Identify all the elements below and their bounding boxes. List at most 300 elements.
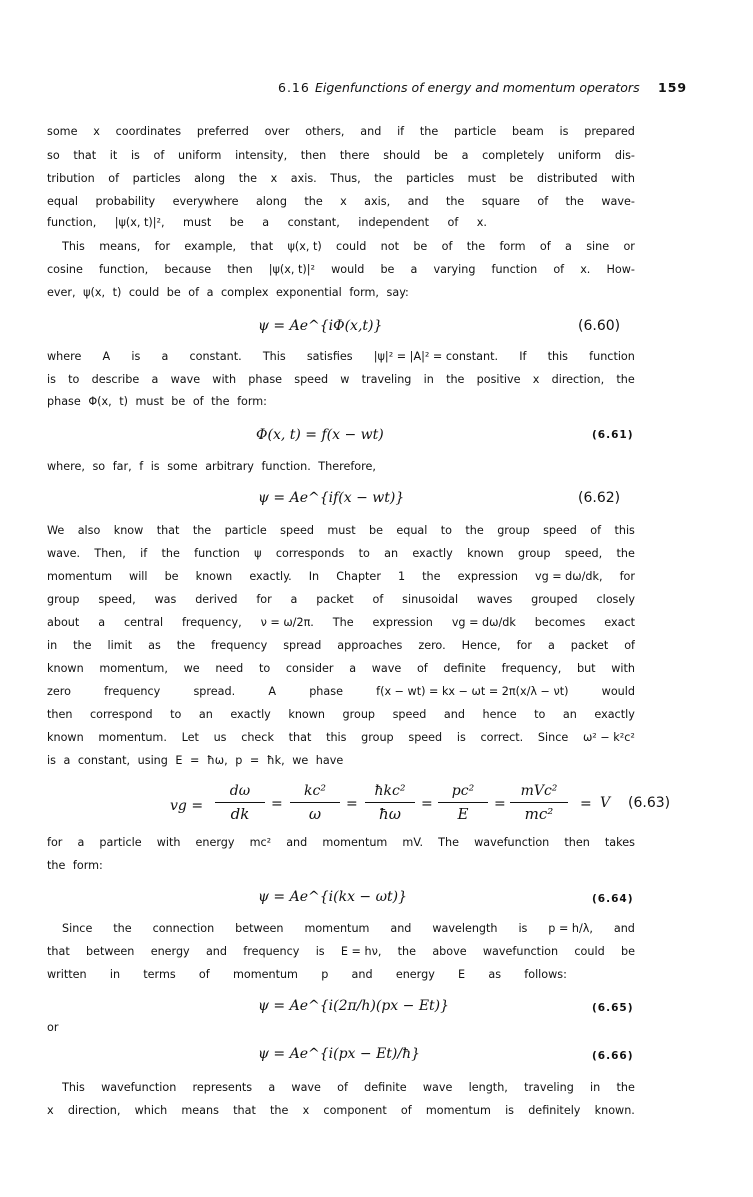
word: frequency,: [181, 616, 242, 629]
word: of: [624, 639, 635, 652]
word: group: [497, 524, 530, 537]
word: the: [446, 373, 465, 386]
word: be: [380, 263, 395, 276]
word: be: [164, 570, 179, 583]
word: be: [433, 149, 448, 162]
word: which: [134, 1104, 168, 1117]
word: energy: [150, 945, 190, 958]
word: momentum: [232, 968, 298, 981]
word: of: [447, 216, 459, 229]
word: function: [589, 350, 635, 363]
word: along: [194, 172, 226, 185]
word: becomes: [534, 616, 586, 629]
text-line: [47, 964, 567, 986]
word: w: [340, 373, 350, 386]
word: particle: [454, 125, 497, 138]
word: or: [623, 240, 635, 253]
word: In: [308, 570, 320, 583]
word: the: [616, 547, 635, 560]
word: direction,: [67, 1104, 121, 1117]
word: cosine: [47, 263, 83, 276]
word: the: [113, 922, 132, 935]
word: equal: [396, 524, 428, 537]
equals-sign: =: [580, 796, 592, 812]
word: speed: [294, 373, 329, 386]
word: written: [47, 968, 87, 981]
word: speed,: [98, 593, 136, 606]
text-line: the form:: [47, 859, 103, 872]
word: correct.: [480, 731, 524, 744]
word: is: [47, 373, 56, 386]
word: be: [368, 524, 383, 537]
equation-6-61: Φ(x, t) = f(x − wt): [256, 427, 384, 443]
word: The: [438, 836, 459, 849]
word: derived: [195, 593, 238, 606]
word: speed: [392, 708, 427, 721]
word: is: [131, 350, 141, 363]
word: closely: [596, 593, 635, 606]
word: to: [440, 524, 453, 537]
word: uniform: [178, 149, 222, 162]
word: preferred: [196, 125, 249, 138]
word: momentum: [47, 570, 112, 583]
equation-number: (6.64): [592, 893, 634, 905]
word: need: [215, 662, 244, 675]
word: if: [397, 125, 405, 138]
word: then: [47, 708, 73, 721]
text-line: [62, 1077, 635, 1099]
word: A: [102, 350, 111, 363]
word: wave.: [47, 547, 81, 560]
word: in: [47, 639, 58, 652]
word: approaches: [337, 639, 403, 652]
word: we: [183, 662, 200, 675]
word: central: [123, 616, 164, 629]
word: could: [336, 240, 367, 253]
word: to: [68, 373, 80, 386]
text-line: where, so far, f is some arbitrary function. Therefore,: [47, 460, 376, 473]
text-line: [47, 520, 635, 542]
equation-number: (6.65): [592, 1002, 634, 1014]
word: wave: [371, 662, 402, 675]
word: some: [47, 125, 78, 138]
word: grouped: [531, 593, 578, 606]
word: wavelength: [432, 922, 498, 935]
word: a: [161, 350, 169, 363]
word: Thus,: [330, 172, 361, 185]
word: particles: [406, 172, 455, 185]
word: a: [151, 373, 159, 386]
word: to: [534, 708, 546, 721]
word: Chapter: [336, 570, 381, 583]
word: wavefunction: [474, 836, 550, 849]
word: connection: [152, 922, 215, 935]
word: is: [559, 125, 569, 138]
word: known: [195, 570, 233, 583]
text-line: [47, 727, 635, 749]
word: phase: [248, 373, 283, 386]
word: is: [456, 731, 466, 744]
word: then: [227, 263, 253, 276]
word: this: [547, 350, 569, 363]
word: and: [390, 922, 412, 935]
word: momentum: [425, 1104, 491, 1117]
word: and: [351, 968, 373, 981]
word: must: [467, 172, 496, 185]
word: a: [565, 240, 572, 253]
word: the: [192, 524, 212, 537]
word: frequency,: [501, 662, 562, 675]
word: packet: [570, 639, 609, 652]
word: frequency: [243, 945, 300, 958]
word: and: [443, 708, 465, 721]
text-line: [47, 832, 635, 854]
word: wave: [170, 373, 201, 386]
word: known: [47, 731, 84, 744]
word: particles: [132, 172, 181, 185]
word: varying: [433, 263, 476, 276]
word: phase: [309, 685, 343, 698]
word: x: [532, 373, 540, 386]
word: This: [62, 1081, 85, 1094]
word: an: [384, 547, 399, 560]
word: expression: [372, 616, 433, 629]
word: mV.: [402, 836, 424, 849]
text-line: [47, 369, 635, 391]
fraction: ħkc² ħω: [365, 780, 415, 825]
word: group: [47, 593, 80, 606]
word: that: [233, 1104, 256, 1117]
word: momentum: [322, 836, 388, 849]
word: If: [519, 350, 527, 363]
word: Then,: [94, 547, 126, 560]
word: spread: [283, 639, 322, 652]
word: that: [47, 945, 70, 958]
word: momentum,: [99, 662, 168, 675]
text-line: ever, ψ(x, t) could be of a complex exponential form, say:: [47, 286, 409, 299]
text-line: [47, 168, 635, 190]
word: wavefunction: [101, 1081, 177, 1094]
word: exactly: [412, 547, 453, 560]
word: an: [562, 708, 577, 721]
word: constant,: [287, 216, 340, 229]
word: also: [77, 524, 101, 537]
word: as: [148, 639, 161, 652]
word: be: [413, 240, 428, 253]
word: of: [441, 240, 453, 253]
word: x.: [476, 216, 487, 229]
running-header: [250, 80, 690, 100]
word: the: [446, 195, 465, 208]
text-line: [47, 681, 635, 703]
word: This: [262, 350, 286, 363]
word: others,: [305, 125, 345, 138]
word: a: [290, 593, 298, 606]
equation-6-60: ψ = Ae^{iΦ(x,t)}: [258, 318, 383, 334]
text-line: [47, 635, 635, 657]
word: to: [358, 547, 370, 560]
word: as: [488, 968, 502, 981]
equals-sign: =: [494, 796, 506, 812]
word: a: [410, 263, 418, 276]
word: Since: [62, 922, 93, 935]
word: consider: [285, 662, 334, 675]
word: momentum.: [98, 731, 167, 744]
word: energy: [395, 968, 435, 981]
word: the: [270, 1104, 289, 1117]
word: intensity,: [235, 149, 288, 162]
word: exactly: [230, 708, 271, 721]
text-line: phase Φ(x, t) must be of the form:: [47, 395, 267, 408]
word: mc²: [249, 836, 272, 849]
word: a: [77, 836, 85, 849]
word: definite: [364, 1081, 407, 1094]
text-line: [47, 212, 487, 234]
word: |ψ|² = |A|² = constant.: [373, 350, 499, 363]
word: the: [466, 240, 486, 253]
word: describe: [91, 373, 140, 386]
fraction: $\frac{\text{kc²}}{\omega}$: [290, 780, 340, 825]
text-line: [47, 566, 635, 588]
text-line: [47, 121, 635, 143]
word: A: [268, 685, 276, 698]
word: in: [590, 1081, 601, 1094]
word: The: [332, 616, 354, 629]
word: the: [238, 172, 258, 185]
word: p: [321, 968, 329, 981]
word: sine: [586, 240, 610, 253]
word: of: [153, 149, 165, 162]
equation-6-62: ψ = Ae^{if(x − wt)}: [258, 490, 405, 506]
word: length,: [468, 1081, 508, 1094]
word: traveling: [524, 1081, 574, 1094]
word: speed,: [564, 547, 603, 560]
word: 1: [397, 570, 406, 583]
word: axis,: [364, 195, 391, 208]
word: traveling: [361, 373, 412, 386]
word: the: [565, 195, 584, 208]
word: then: [300, 149, 327, 162]
word: of: [198, 968, 210, 981]
word: the: [161, 547, 180, 560]
word: E = hν,: [340, 945, 382, 958]
word: vg = dω/dk: [451, 616, 516, 629]
word: coordinates: [115, 125, 182, 138]
text-line: [62, 918, 635, 940]
word: zero.: [418, 639, 446, 652]
word: is: [518, 922, 528, 935]
word: completely: [482, 149, 545, 162]
word: How-: [606, 263, 635, 276]
word: Let: [181, 731, 199, 744]
word: not: [380, 240, 399, 253]
equation-lhs: vg =: [170, 798, 204, 814]
word: wave: [291, 1081, 321, 1094]
word: vg = dω/dk,: [534, 570, 603, 583]
word: that: [156, 524, 180, 537]
word: will: [129, 570, 148, 583]
text-line: [47, 259, 635, 281]
word: We: [47, 524, 65, 537]
word: group: [342, 708, 376, 721]
fraction: $\frac{\text{pc²}}{E}$: [438, 780, 488, 825]
page-number: 159: [658, 80, 688, 95]
word: the: [397, 945, 417, 958]
text-line: [47, 145, 635, 167]
word: be: [509, 172, 524, 185]
text-line: [47, 191, 635, 213]
word: group: [361, 731, 394, 744]
word: frequency: [104, 685, 161, 698]
text-line: [47, 1100, 635, 1122]
word: be: [620, 945, 635, 958]
word: an: [198, 708, 213, 721]
word: |ψ(x, t)|²,: [114, 216, 165, 229]
word: probability: [95, 195, 156, 208]
fraction: $\frac{d\omega}{dk}$: [215, 780, 265, 825]
word: group: [518, 547, 551, 560]
word: ψ(x, t): [287, 240, 322, 253]
word: known: [467, 547, 504, 560]
word: spread.: [193, 685, 236, 698]
word: terms: [143, 968, 176, 981]
word: p = h/λ,: [548, 922, 593, 935]
word: function: [491, 263, 538, 276]
word: ψ: [254, 547, 262, 560]
word: example,: [184, 240, 237, 253]
equation-number: (6.66): [592, 1050, 634, 1062]
equals-sign: =: [346, 796, 358, 812]
word: of: [537, 195, 549, 208]
word: ν = ω/2π.: [260, 616, 314, 629]
word: that: [73, 149, 97, 162]
word: f(x − wt) = kx − ωt = 2π(x/λ − νt): [376, 685, 569, 698]
word: limit: [107, 639, 133, 652]
word: us: [213, 731, 227, 744]
word: of: [400, 1104, 412, 1117]
word: definite: [443, 662, 486, 675]
text-line: [47, 589, 635, 611]
word: prepared: [584, 125, 635, 138]
word: satisfies: [306, 350, 353, 363]
word: the: [616, 373, 635, 386]
word: be: [229, 216, 244, 229]
word: should: [383, 149, 421, 162]
word: means,: [99, 240, 141, 253]
word: for: [154, 240, 171, 253]
word: the: [419, 125, 439, 138]
word: it: [109, 149, 118, 162]
text-line: [47, 346, 635, 368]
text-line: is a constant, using E = ħω, p = ħk, we have: [47, 754, 344, 767]
word: constant.: [189, 350, 242, 363]
word: a: [268, 1081, 276, 1094]
word: known: [288, 708, 325, 721]
word: dis-: [614, 149, 635, 162]
word: of: [553, 263, 565, 276]
word: of: [590, 524, 602, 537]
equals-sign: =: [421, 796, 433, 812]
word: above: [432, 945, 467, 958]
word: corresponds: [275, 547, 345, 560]
word: along: [255, 195, 287, 208]
word: would: [331, 263, 365, 276]
word: for: [516, 639, 532, 652]
word: could: [574, 945, 605, 958]
word: that: [288, 731, 312, 744]
word: waves: [476, 593, 513, 606]
word: ω² − k²c²: [582, 731, 635, 744]
word: was: [154, 593, 177, 606]
word: with: [212, 373, 237, 386]
word: positive: [476, 373, 521, 386]
word: a: [98, 616, 106, 629]
word: uniform: [557, 149, 602, 162]
word: the: [616, 1081, 635, 1094]
word: where: [47, 350, 82, 363]
word: must: [183, 216, 212, 229]
word: x: [270, 172, 278, 185]
word: tribution: [47, 172, 95, 185]
text-line: [47, 941, 635, 963]
word: and: [407, 195, 429, 208]
word: a: [349, 662, 357, 675]
word: packet: [316, 593, 354, 606]
equation-6-64: ψ = Ae^{i(kx − ωt)}: [258, 889, 408, 905]
word: this: [326, 731, 347, 744]
word: with: [611, 662, 635, 675]
word: a: [547, 639, 555, 652]
equation-number: (6.62): [578, 490, 621, 506]
word: about: [47, 616, 80, 629]
word: follows:: [524, 968, 567, 981]
word: the: [465, 524, 484, 537]
section-title: Eigenfunctions of energy and momentum operators: [315, 80, 640, 95]
word: component: [323, 1104, 387, 1117]
word: check: [241, 731, 274, 744]
word: square: [481, 195, 520, 208]
word: x: [302, 1104, 310, 1117]
text-line: [47, 543, 635, 565]
word: energy: [195, 836, 235, 849]
word: between: [235, 922, 284, 935]
word: x: [47, 1104, 54, 1117]
word: form: [499, 240, 526, 253]
word: of: [416, 662, 428, 675]
word: speed: [408, 731, 443, 744]
word: direction,: [551, 373, 605, 386]
text-line: [47, 612, 635, 634]
word: exact: [604, 616, 635, 629]
word: with: [156, 836, 181, 849]
word: wave: [422, 1081, 453, 1094]
word: definitely: [528, 1104, 581, 1117]
word: means: [181, 1104, 219, 1117]
word: then: [564, 836, 590, 849]
word: wave-: [601, 195, 635, 208]
equation-number: (6.63): [628, 795, 671, 811]
equation-number: (6.61): [592, 429, 634, 441]
word: independent: [358, 216, 429, 229]
word: a: [461, 149, 469, 162]
word: must: [327, 524, 356, 537]
text-line: [47, 704, 635, 726]
word: correspond: [89, 708, 153, 721]
word: is: [505, 1104, 515, 1117]
word: the: [304, 195, 323, 208]
word: this: [614, 524, 635, 537]
equals-sign: =: [271, 796, 283, 812]
